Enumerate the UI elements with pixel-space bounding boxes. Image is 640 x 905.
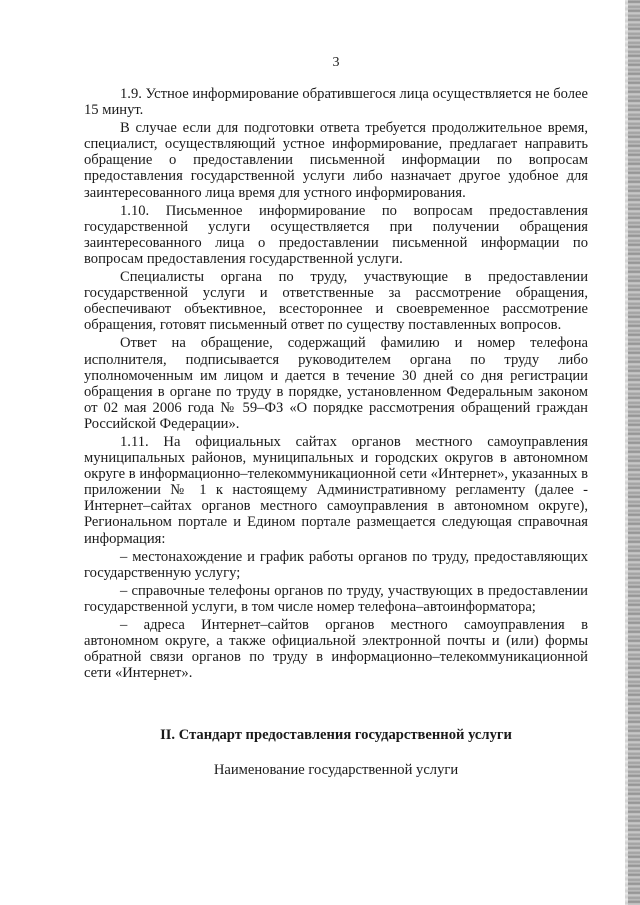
paragraph-1-10: 1.10. Письменное информирование по вопросам предоставления государственной услуги осуществляется при получении обращения заинтересованного лица о предоставлении письменной информации по вопросам предоставления государственной услуги. <box>84 202 588 267</box>
body-text <box>84 86 588 681</box>
scan-edge <box>628 0 640 905</box>
page-number: 3 <box>332 55 340 70</box>
list-item-websites: – адреса Интернет–сайтов органов местного самоуправления в автономном округе, а также официальной электронной почты и (или) формы обратной связи органов по труду в информационно–телекоммуникационной сети «Интернет». <box>84 617 588 682</box>
section-heading: II. Стандарт предоставления государственной услуги <box>160 727 512 743</box>
paragraph-1-11: 1.11. На официальных сайтах органов местного самоуправления муниципальных районов, муниципальных и городских округов в автономном округе в информационно–телекоммуникационной сети «Интернет», указанных в приложении № 1 к настоящему Административному регламенту (далее - Интернет–сайтах органов местного самоуправления в автономном округе), Региональном портале и Едином портале размещается следующая справочная информация: <box>84 433 588 547</box>
subheading: Наименование государственной услуги <box>213 762 459 778</box>
paragraph-specialists: Специалисты органа по труду, участвующие в предоставлении государственной услуги и ответственные за рассмотрение обращения, обеспечивают объективное, всестороннее и своевременное рассмотрение обращения, готовят письменный ответ по существу поставленных вопросов. <box>84 269 588 334</box>
list-item-location: – местонахождение и график работы органов по труду, предоставляющих государственную услугу; <box>84 548 588 581</box>
paragraph-1-9: 1.9. Устное информирование обратившегося лица осуществляется не более 15 минут. <box>84 86 588 119</box>
paragraph-oral-info-delay: В случае если для подготовки ответа требуется продолжительное время, специалист, осуществляющий устное информирование, предлагает направить обращение о предоставлении письменной информации по вопросам предоставления государственной услуги либо назначает другое удобное для заинтересованного лица время для устного информирования. <box>84 120 588 201</box>
paragraph-response: Ответ на обращение, содержащий фамилию и номер телефона исполнителя, подписывается руководителем органа по труду либо уполномоченным им лицом и дается в течение 30 дней со дня регистрации обращения в органе по труду в порядке, установленном Федеральным законом от 02 мая 2006 года № 59–ФЗ «О порядке рассмотрения обращений граждан Российской Федерации». <box>84 335 588 432</box>
list-item-phones: – справочные телефоны органов по труду, участвующих в предоставлении государственной услуги, в том числе номер телефона–автоинформатора; <box>84 582 588 615</box>
